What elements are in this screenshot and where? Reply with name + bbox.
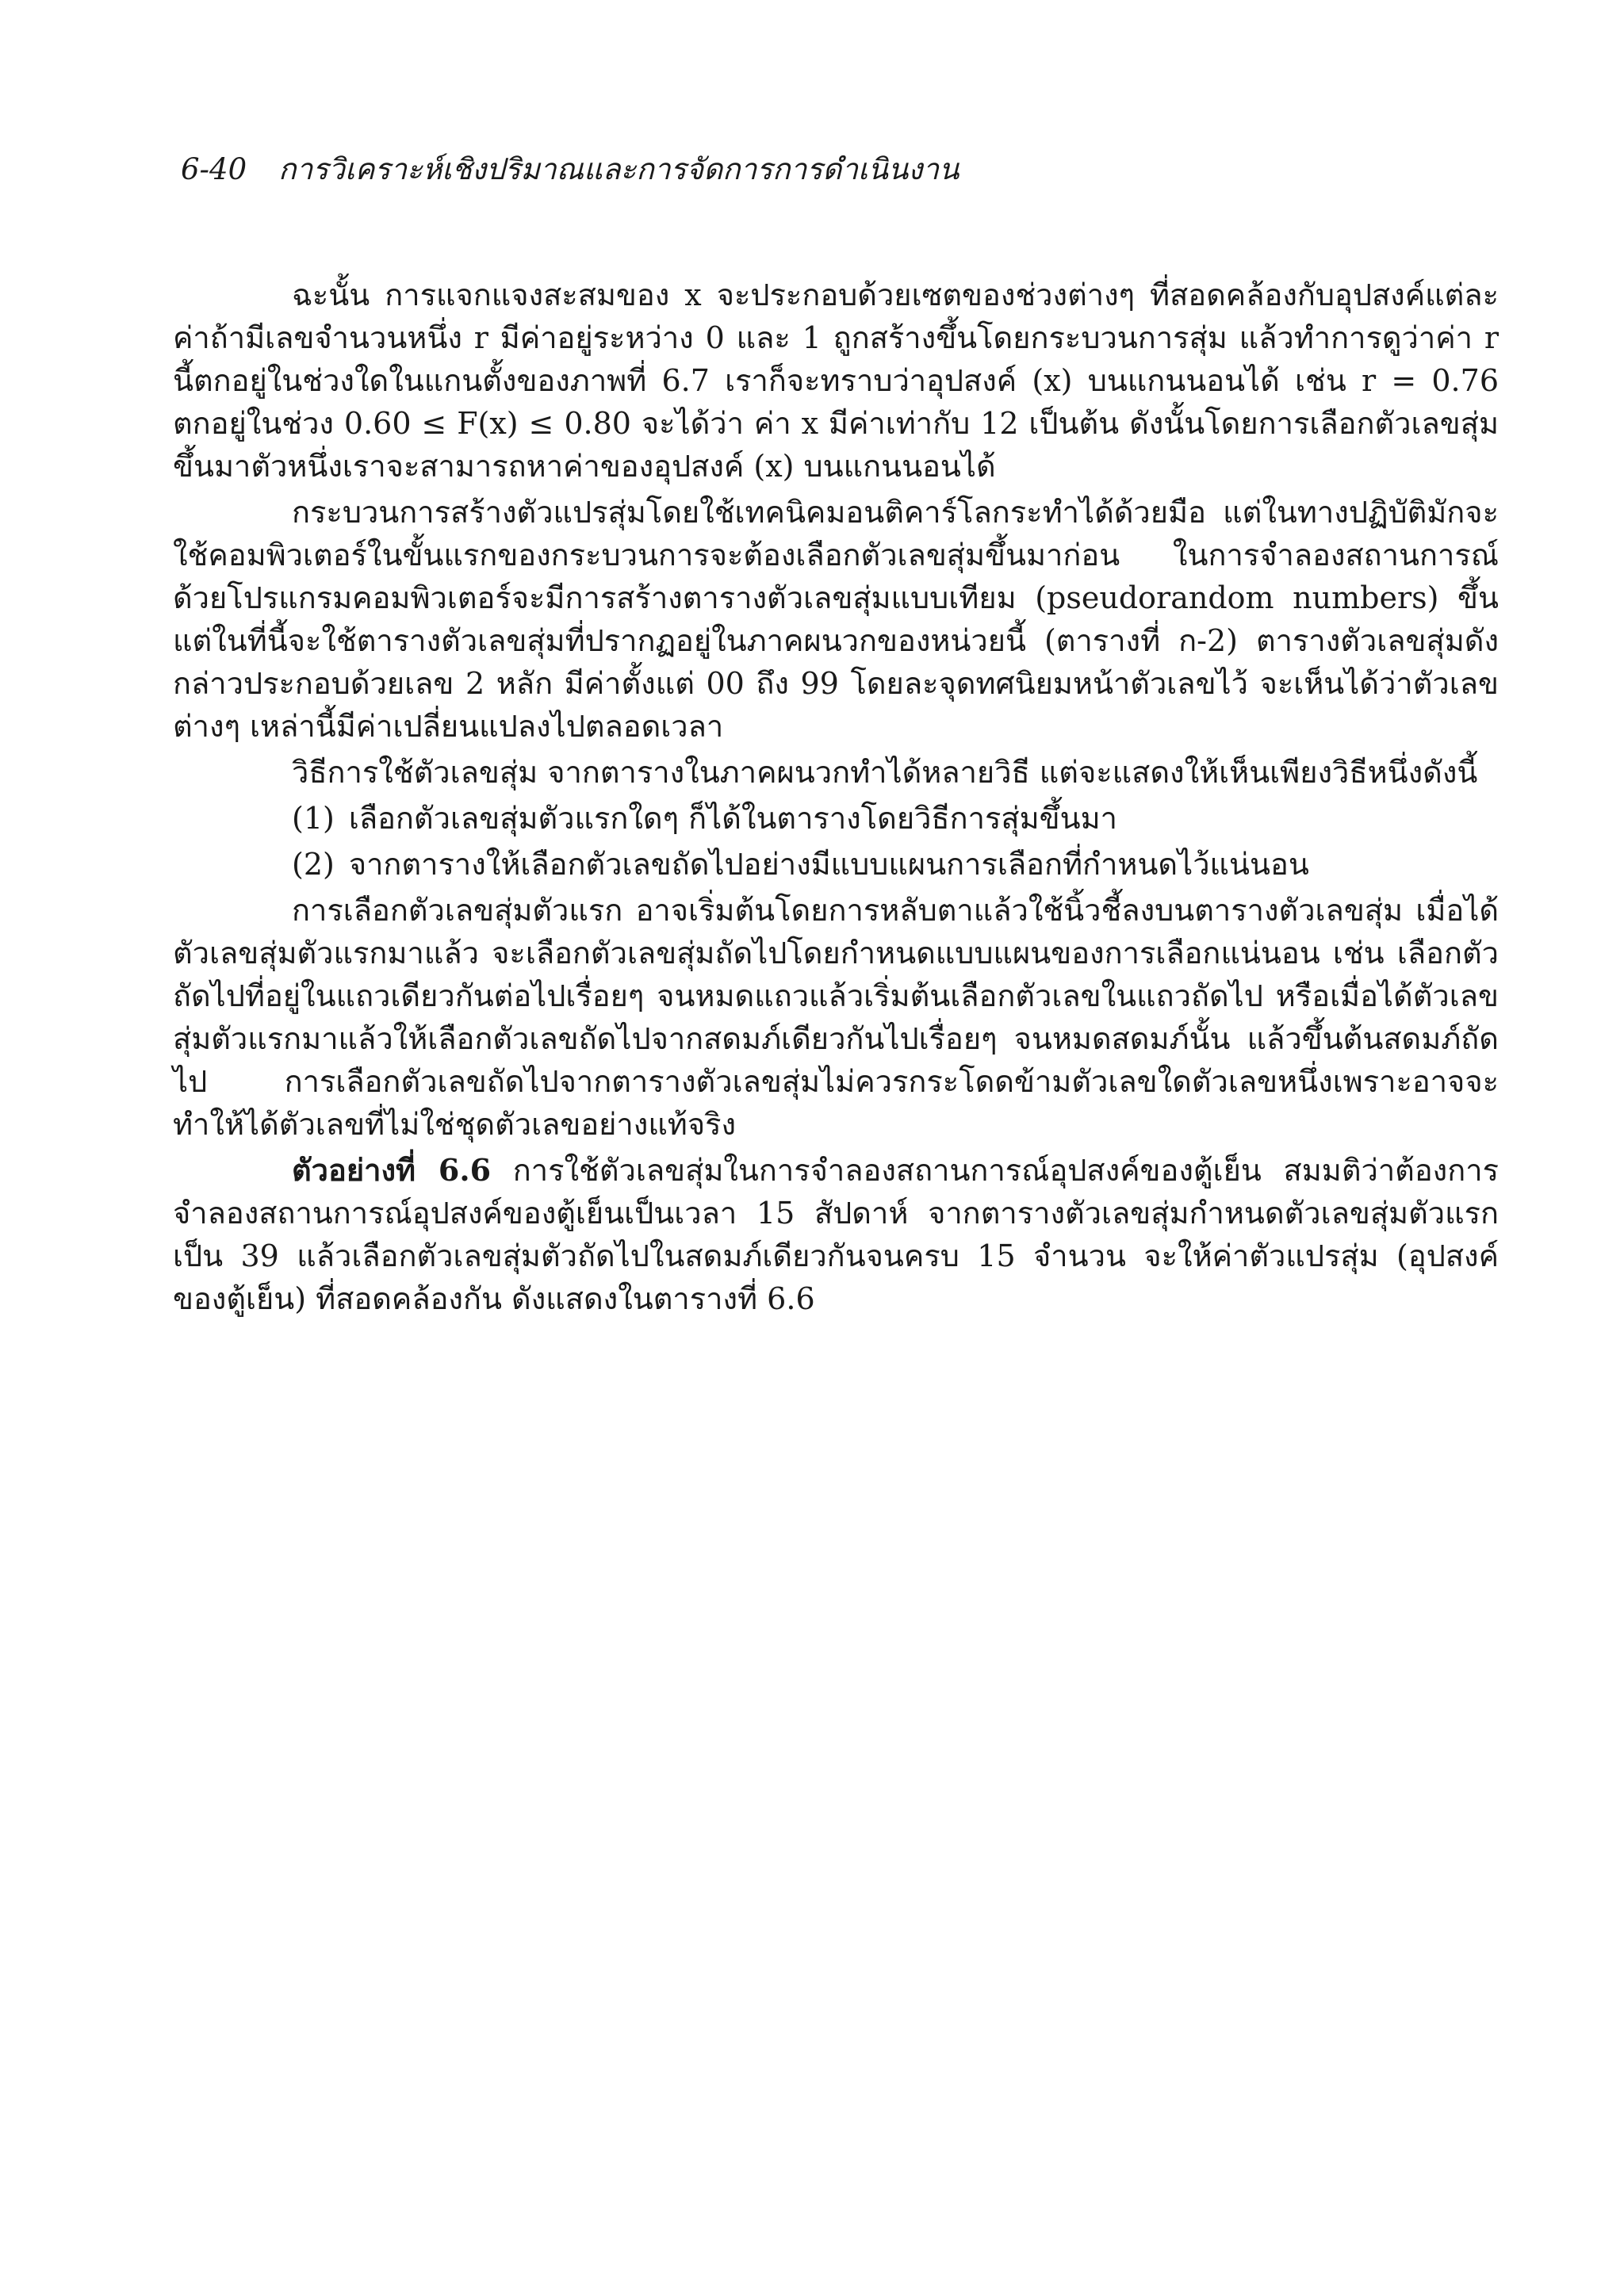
paragraph-random-number-methods: วิธีการใช้ตัวเลขสุ่ม จากตารางในภาคผนวกทำได้หลายวิธี แต่จะแสดงให้เห็นเพียงวิธีหนึ่งดังนี้ [292, 755, 1478, 790]
example-text: การใช้ตัวเลขสุ่มในการจำลองสถานการณ์อุปสงค์ของตู้เย็น สมมติว่าต้องการจำลองสถานการณ์อุปสงค์ของตู้เย็นเป็นเวลา 15 สัปดาห์ จากตารางตัวเลขสุ่มกำหนดตัวเลขสุ่มตัวแรกเป็น 39 แล้วเลือกตัวเลขสุ่มตัวถัดไปในสดมภ์เดียวกันจนครบ 15 จำนวน จะให้ค่าตัวแปรสุ่ม (อุปสงค์ของตู้เย็น) ที่สอดคล้องกัน ดังแสดงในตารางที่ 6.6 [173, 1153, 1499, 1316]
list-item-number: (2) [292, 847, 335, 882]
paragraph-monte-carlo-process: กระบวนการสร้างตัวแปรสุ่มโดยใช้เทคนิคมอนติคาร์โลกระทำได้ด้วยมือ แต่ในทางปฏิบัติมักจะใช้คอมพิวเตอร์ในขั้นแรกของกระบวนการจะต้องเลือกตัวเลขสุ่มขึ้นมาก่อน ในการจำลองสถานการณ์ด้วยโปรแกรมคอมพิวเตอร์จะมีการสร้างตารางตัวเลขสุ่มแบบเทียม (pseudorandom numbers) ขึ้น แต่ในที่นี้จะใช้ตารางตัวเลขสุ่มที่ปรากฏอยู่ในภาคผนวกของหน่วยนี้ (ตารางที่ ก-2) ตารางตัวเลขสุ่มดังกล่าวประกอบด้วยเลข 2 หลัก มีค่าตั้งแต่ 00 ถึง 99 โดยละจุดทศนิยมหน้าตัวเลขไว้ จะเห็นได้ว่าตัวเลขต่างๆ เหล่านี้มีค่าเปลี่ยนแปลงไปตลอดเวลา [173, 495, 1499, 744]
paragraph-first-random-number: การเลือกตัวเลขสุ่มตัวแรก อาจเริ่มต้นโดยการหลับตาแล้วใช้นิ้วชี้ลงบนตารางตัวเลขสุ่ม เมื่อได้ตัวเลขสุ่มตัวแรกมาแล้ว จะเลือกตัวเลขสุ่มถัดไปโดยกำหนดแบบแผนของการเลือกแน่นอน เช่น เลือกตัวถัดไปที่อยู่ในแถวเดียวกันต่อไปเรื่อยๆ จนหมดแถวแล้วเริ่มต้นเลือกตัวเลขในแถวถัดไป หรือเมื่อได้ตัวเลขสุ่มตัวแรกมาแล้วให้เลือกตัวเลขถัดไปจากสดมภ์เดียวกันไปเรื่อยๆ จนหมดสดมภ์นั้น แล้วขึ้นต้นสดมภ์ถัดไป การเลือกตัวเลขถัดไปจากตารางตัวเลขสุ่มไม่ควรกระโดดข้ามตัวเลขใดตัวเลขหนึ่งเพราะอาจจะทำให้ได้ตัวเลขที่ไม่ใช่ชุดตัวเลขอย่างแท้จริง [173, 893, 1499, 1142]
list-item-1 [173, 797, 1499, 840]
list-item-text: เลือกตัวเลขสุ่มตัวแรกใดๆ ก็ได้ในตารางโดยวิธีการสุ่มขึ้นมา [348, 801, 1117, 836]
running-header [181, 151, 959, 189]
paragraph-cumulative-distribution: ฉะนั้น การแจกแจงสะสมของ x จะประกอบด้วยเซตของช่วงต่างๆ ที่สอดคล้องกับอุปสงค์แต่ละค่าถ้ามีเลขจำนวนหนึ่ง r มีค่าอยู่ระหว่าง 0 และ 1 ถูกสร้างขึ้นโดยกระบวนการสุ่ม แล้วทำการดูว่าค่า r นี้ตกอยู่ในช่วงใดในแกนตั้งของภาพที่ 6.7 เราก็จะทราบว่าอุปสงค์ (x) บนแกนนอนได้ เช่น r = 0.76 ตกอยู่ในช่วง 0.60 ≤ F(x) ≤ 0.80 จะได้ว่า ค่า x มีค่าเท่ากับ 12 เป็นต้น ดังนั้นโดยการเลือกตัวเลขสุ่มขึ้นมาตัวหนึ่งเราจะสามารถหาค่าของอุปสงค์ (x) บนแกนนอนได้ [173, 278, 1499, 484]
example-label: ตัวอย่างที่ 6.6 [292, 1152, 492, 1188]
body-text [173, 274, 1499, 1323]
list-item-number: (1) [292, 801, 335, 836]
list-item-text: จากตารางให้เลือกตัวเลขถัดไปอย่างมีแบบแผนการเลือกที่กำหนดไว้แน่นอน [348, 847, 1309, 882]
list-item-2 [173, 843, 1499, 886]
book-title: การวิเคราะห์เชิงปริมาณและการจัดการการดำเนินงาน [278, 152, 959, 186]
page-number: 6-40 [181, 152, 247, 186]
paragraph-example-6-6 [173, 1149, 1499, 1320]
